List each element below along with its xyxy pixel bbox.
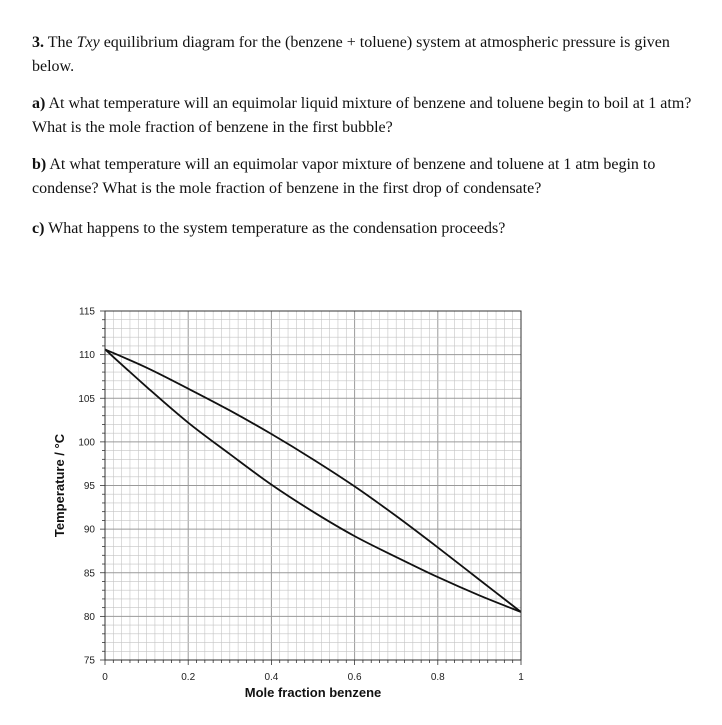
chart-ticks	[78, 307, 524, 684]
intro-txy-term: Txy	[76, 34, 100, 51]
txy-chart	[50, 296, 650, 706]
part-b-text: At what temperature will an equimolar vapor mixture of benzene and toluene at 1 atm begin to condense? What is the mole fraction of benzene in the first drop of condensate?	[32, 156, 656, 197]
intro-part-1: The	[44, 34, 77, 51]
y-tick-label: 90	[83, 524, 95, 536]
x-tick-label: 0.8	[430, 672, 445, 683]
y-tick-label: 85	[83, 568, 95, 580]
x-tick-label: 0.4	[264, 672, 279, 683]
y-tick-label: 115	[79, 306, 95, 318]
x-tick-label: 0.2	[181, 672, 196, 683]
y-tick-label: 95	[83, 481, 95, 492]
chart-grid	[105, 311, 521, 660]
question-number: 3.	[32, 34, 44, 51]
y-tick-label: 75	[83, 655, 95, 667]
part-a-label: a)	[32, 95, 46, 112]
y-tick-label: 110	[79, 350, 95, 362]
x-axis-title: Mole fraction benzene	[244, 685, 382, 700]
y-tick-label: 105	[78, 393, 95, 405]
x-tick-label: 0.6	[347, 672, 362, 683]
part-c-text: What happens to the system temperature as the condensation proceeds?	[44, 220, 506, 237]
intro-part-2: equilibrium diagram for the (benzene + toluene) system at atmospheric pressure is given below.	[32, 34, 670, 75]
x-tick-label: 0	[102, 672, 108, 683]
y-axis-title: Temperature / °C	[52, 433, 67, 538]
question-intro	[32, 31, 692, 79]
part-c-label: c)	[32, 220, 45, 237]
question-part-b	[32, 153, 692, 201]
part-b-label: b)	[32, 156, 47, 173]
y-tick-label: 100	[78, 437, 95, 449]
x-tick-label: 1	[518, 672, 524, 683]
question-part-c	[32, 217, 692, 241]
y-tick-label: 80	[83, 611, 95, 623]
part-a-text: At what temperature will an equimolar liquid mixture of benzene and toluene begin to boil at 1 atm? What is the mole fraction of benzene in the first bubble?	[32, 95, 692, 136]
question-part-a	[32, 92, 692, 140]
